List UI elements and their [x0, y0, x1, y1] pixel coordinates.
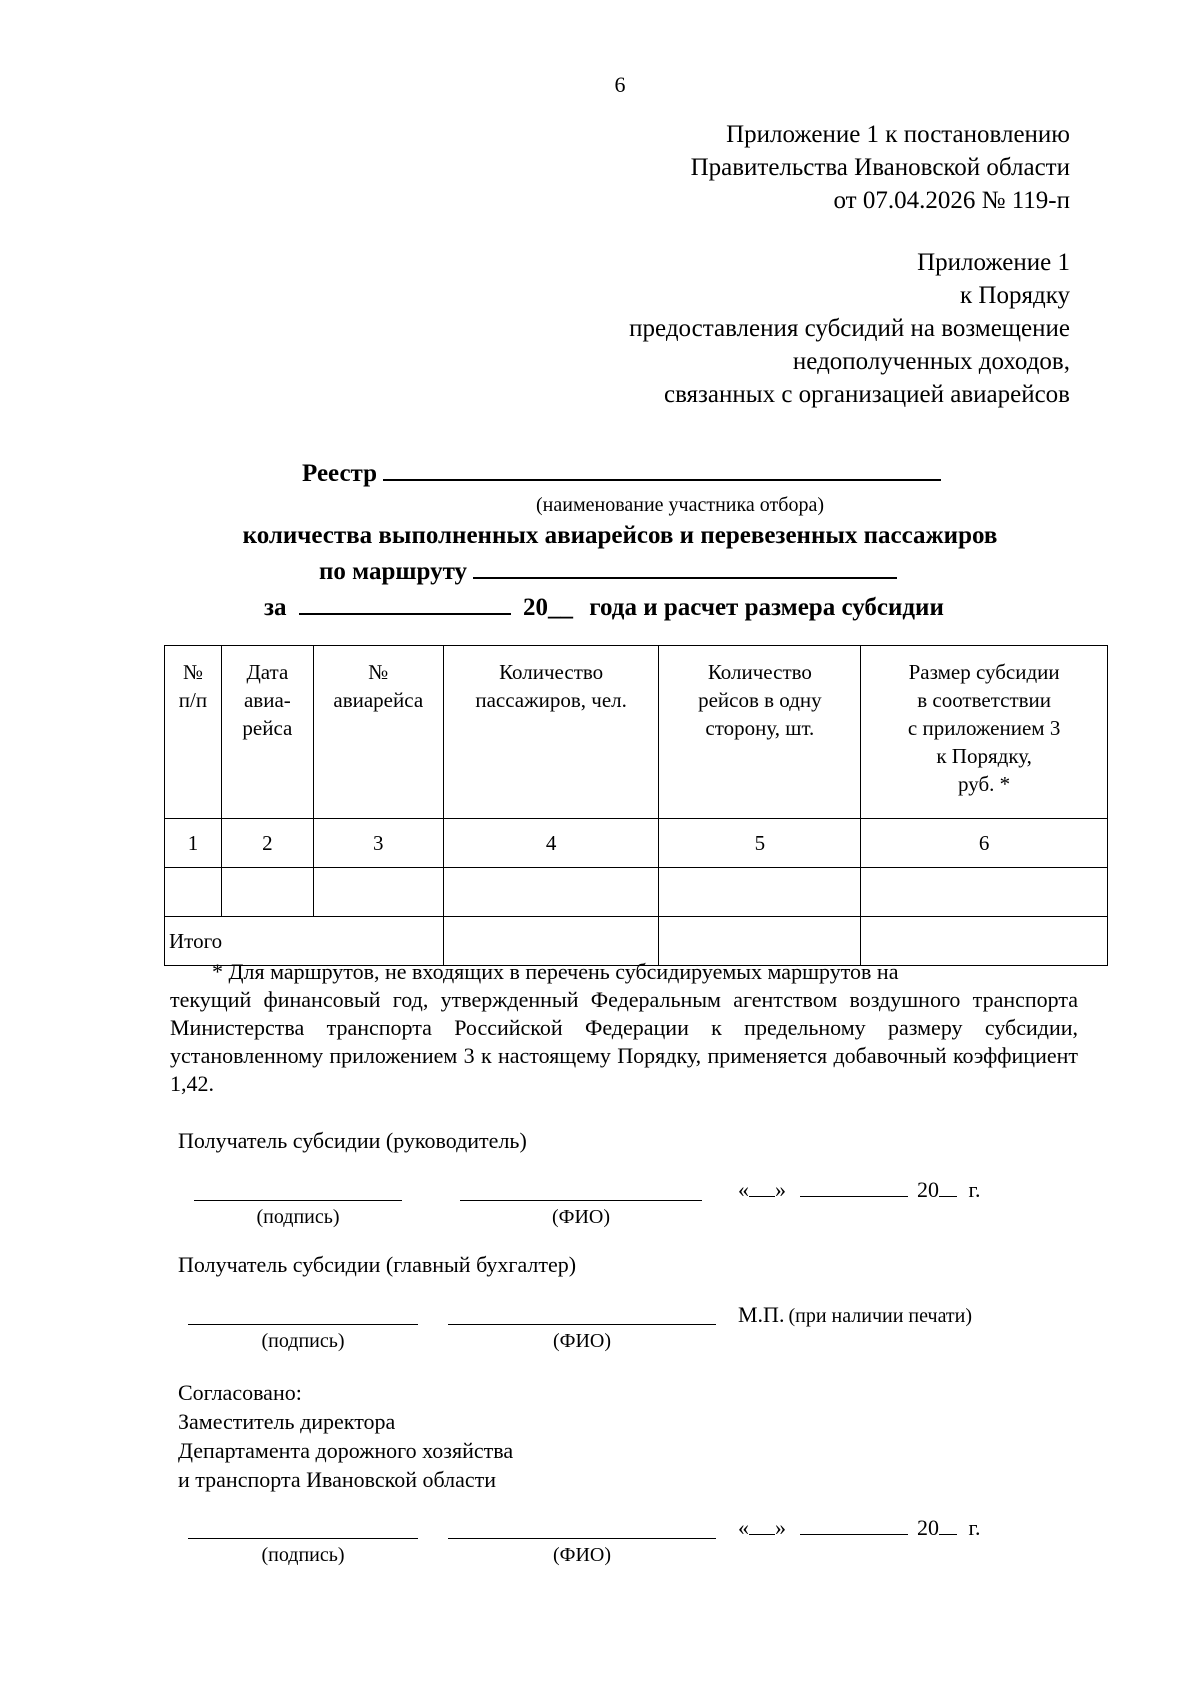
period-suffix: года и расчет размера субсидии: [589, 594, 944, 621]
registry-title: [302, 460, 941, 488]
column-number-cell: 4: [443, 819, 659, 868]
appendix-header-line: от 07.04.2026 № 119-п: [833, 187, 1070, 214]
table-cell[interactable]: [221, 868, 313, 917]
year-text: 20__: [523, 594, 574, 621]
approval-block: [178, 1378, 513, 1494]
table-cell[interactable]: [443, 868, 659, 917]
accountant-name-line[interactable]: [448, 1324, 716, 1325]
accountant-name-label: (ФИО): [552, 1330, 611, 1352]
header-cell-date: Дата авиа- рейса: [221, 646, 313, 819]
order-header-line: недополученных доходов,: [792, 348, 1070, 375]
day-blank[interactable]: [749, 1176, 775, 1197]
page-number: 6: [614, 72, 626, 97]
appendix-header-line: Приложение 1 к постановлению: [726, 121, 1070, 148]
approval-name-line[interactable]: [448, 1538, 716, 1539]
approval-signature-line[interactable]: [188, 1538, 418, 1539]
head-signer-title: Получатель субсидии (руководитель): [178, 1128, 527, 1153]
table-cell[interactable]: [659, 868, 861, 917]
header-cell-flight: № авиарейса: [313, 646, 443, 819]
year-blank[interactable]: [939, 1514, 957, 1535]
approval-name-label: (ФИО): [552, 1544, 611, 1566]
approval-sign-label: (подпись): [261, 1544, 345, 1566]
year-blank[interactable]: [939, 1176, 957, 1197]
month-blank[interactable]: [800, 1514, 908, 1535]
column-number-cell: 6: [861, 819, 1108, 868]
footnote-rest: текущий финансовый год, утвержденный Федеральным агентством воздушного транспорта Министерства транспорта Российской Федерации к предельному размеру субсидии, установленному приложением 3 к настоящему Порядку, применяется добавочный коэффициент 1,42.: [170, 987, 1078, 1096]
route-blank: [473, 577, 897, 579]
order-header-line: предоставления субсидий на возмещение: [629, 315, 1070, 342]
month-blank[interactable]: [800, 1176, 908, 1197]
header-cell-passengers: Количество пассажиров, чел.: [443, 646, 659, 819]
accountant-sign-label: (подпись): [261, 1330, 345, 1352]
appendix-header: [691, 118, 1070, 217]
column-number-cell: 3: [313, 819, 443, 868]
period-prefix: за: [264, 594, 287, 621]
order-header: [629, 246, 1070, 411]
approval-line: Департамента дорожного хозяйства: [178, 1438, 514, 1463]
participant-blank: [383, 479, 941, 481]
footnote: [170, 958, 1078, 1098]
footnote-first-line: * Для маршрутов, не входящих в перечень субсидируемых маршрутов на: [212, 959, 899, 984]
order-header-line: Приложение 1: [917, 249, 1070, 276]
table-cell[interactable]: [313, 868, 443, 917]
registry-word: Реестр: [302, 460, 378, 487]
head-sign-label: (подпись): [256, 1206, 340, 1228]
head-name-label: (ФИО): [551, 1206, 610, 1228]
head-signature-line[interactable]: [194, 1200, 402, 1201]
header-cell-number: № п/п: [165, 646, 222, 819]
appendix-header-line: Правительства Ивановской области: [690, 154, 1070, 181]
approval-title: Согласовано:: [178, 1380, 302, 1405]
route-line: [319, 558, 897, 586]
table-cell[interactable]: [165, 868, 222, 917]
header-cell-subsidy: Размер субсидии в соответствии с приложением 3 к Порядку, руб. *: [861, 646, 1108, 819]
table-row: [165, 868, 1108, 917]
approval-line: Заместитель директора: [178, 1409, 396, 1434]
column-number-cell: 5: [659, 819, 861, 868]
participant-caption: (наименование участника отбора): [536, 494, 824, 516]
header-cell-flights-count: Количество рейсов в одну сторону, шт.: [659, 646, 861, 819]
registry-table: [164, 645, 1108, 966]
order-header-line: связанных с организацией авиарейсов: [663, 381, 1070, 408]
approval-date: « » 20 г.: [738, 1515, 981, 1540]
period-line: [264, 594, 944, 622]
head-date: « » 20 г.: [738, 1177, 981, 1202]
period-blank: [299, 613, 511, 615]
total-label: Итого: [165, 917, 444, 966]
column-number-cell: 1: [165, 819, 222, 868]
approval-line: и транспорта Ивановской области: [178, 1467, 497, 1492]
head-name-line[interactable]: [460, 1200, 702, 1201]
table-cell[interactable]: [861, 868, 1108, 917]
accountant-signature-line[interactable]: [188, 1324, 418, 1325]
order-header-line: к Порядку: [960, 282, 1070, 309]
day-blank[interactable]: [749, 1514, 775, 1535]
registry-subtitle: количества выполненных авиарейсов и перевезенных пассажиров: [242, 522, 998, 549]
accountant-signer-title: Получатель субсидии (главный бухгалтер): [178, 1252, 577, 1277]
stamp-note: М.П. (при наличии печати): [738, 1302, 973, 1327]
column-number-cell: 2: [221, 819, 313, 868]
route-label: по маршруту: [319, 558, 468, 585]
table-header-row: [165, 646, 1108, 819]
column-number-row: [165, 819, 1108, 868]
